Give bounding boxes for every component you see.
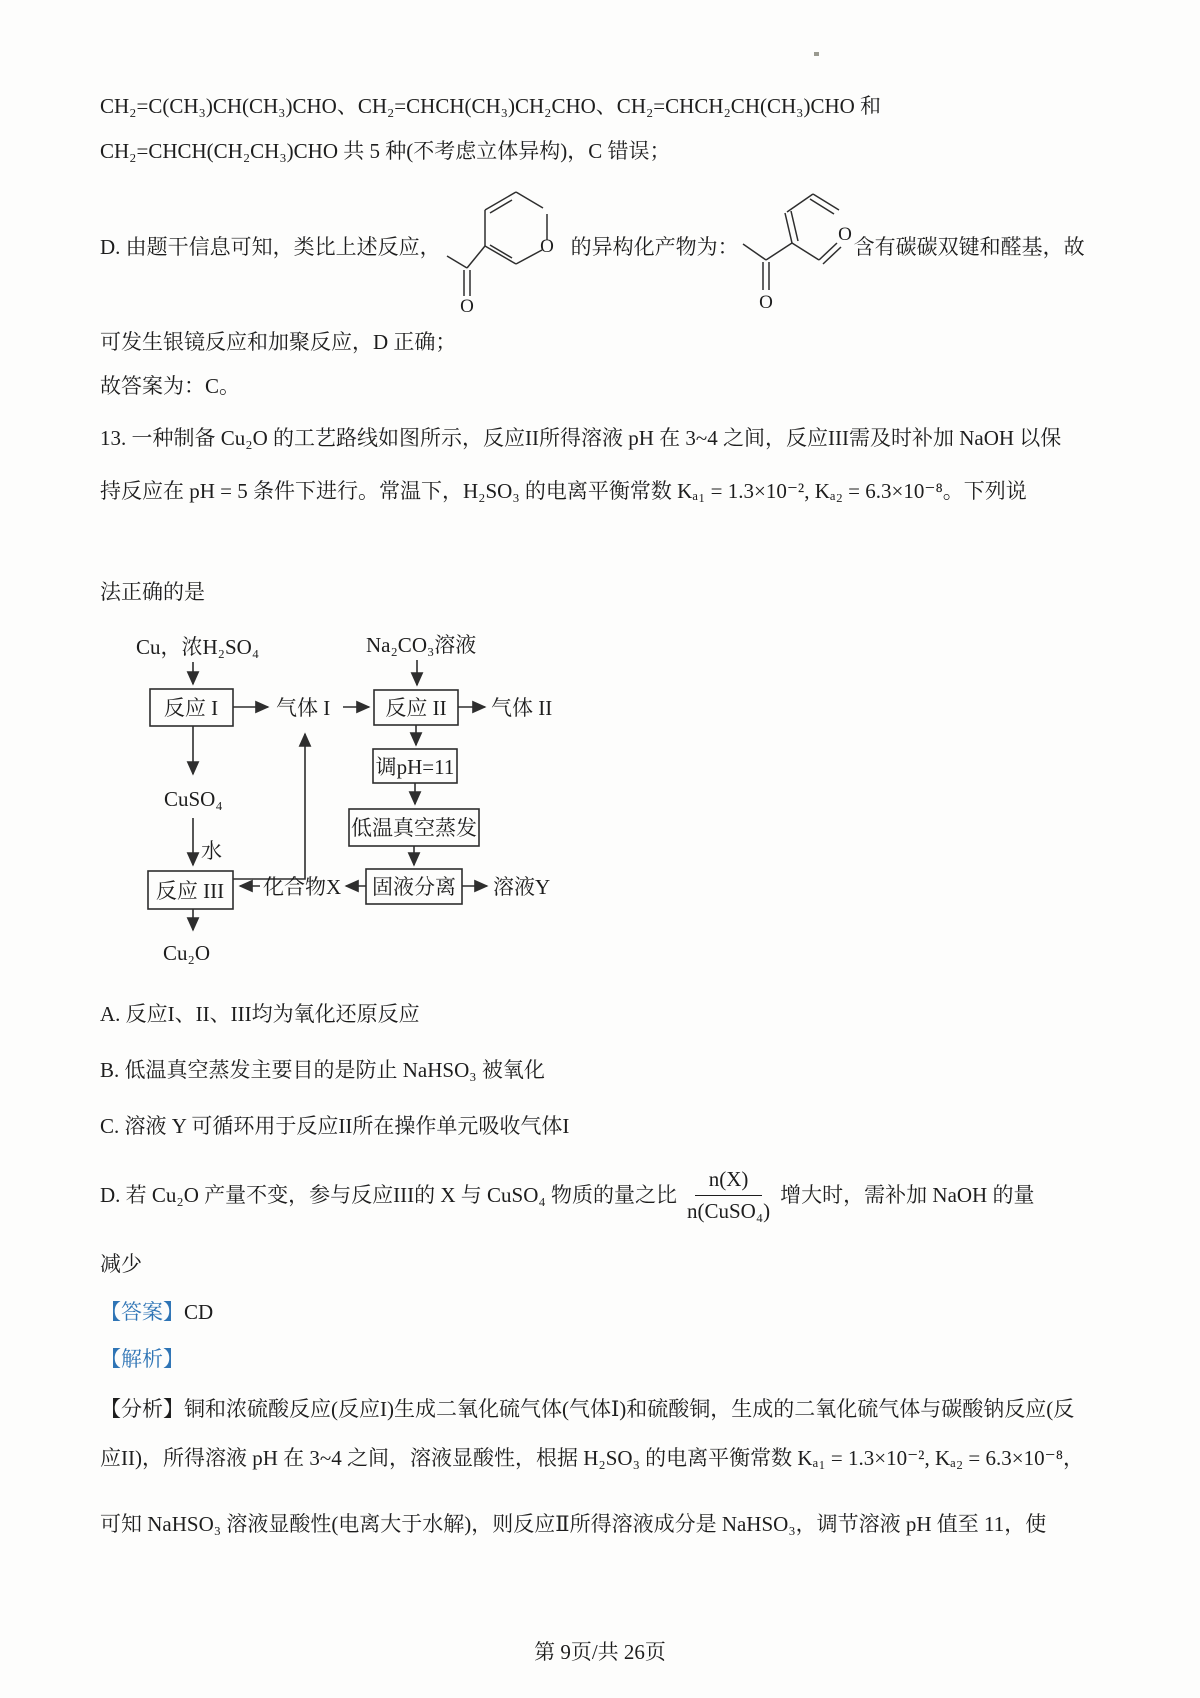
carbonyl-oxygen-label: O — [758, 292, 773, 313]
label-input-cu: Cu，浓H₂SO₄ — [136, 635, 260, 659]
structure-isomer-product — [739, 180, 854, 314]
pyran-ring-bonds — [447, 192, 547, 296]
option-b: B. 低温真空蒸发主要目的是防止 NaHSO₃ 被氧化 — [100, 1058, 545, 1082]
label-compound-x: 化合物X — [263, 875, 342, 899]
fraction-numerator: n(X) — [695, 1166, 763, 1195]
cho-double-1 — [819, 243, 837, 260]
q13-stem-line-1: 13. 一种制备 Cu₂O 的工艺路线如图所示，反应II所得溶液 pH 在 3~4 之间，反应III需及时补加 NaOH 以保 — [100, 426, 1062, 450]
analysis-line-2: 应II)，所得溶液 pH 在 3~4 之间，溶液显酸性，根据 H₂SO₃ 的电离平衡常数 Kₐ₁ = 1.3×10⁻², Kₐ₂ = 6.3×10⁻⁸， — [100, 1446, 1085, 1470]
label-reaction3: 反应 III — [155, 879, 225, 903]
process-flow-diagram — [100, 616, 620, 972]
methyl-bond — [743, 244, 766, 260]
alkene-double-1 — [785, 213, 792, 243]
carbonyl-oxygen-label: O — [459, 296, 474, 314]
label-adjust-ph: 调pH=11 — [375, 755, 455, 779]
ring-oxygen-label: O — [539, 236, 554, 257]
label-reaction2: 反应 II — [385, 696, 447, 720]
label-cuso4: CuSO₄ — [164, 787, 223, 811]
cho-double-2 — [823, 247, 841, 264]
methyl-bond — [447, 256, 467, 268]
mole-ratio-fraction — [687, 1166, 770, 1224]
vinyl-double-1 — [813, 194, 839, 210]
option-d-continued: 减少 — [100, 1252, 142, 1276]
bond — [516, 192, 543, 208]
option-a: A. 反应I、II、III均为氧化还原反应 — [100, 1002, 420, 1026]
label-input-na2co3: Na₂CO₃溶液 — [366, 633, 477, 657]
recycle-line-reaction3-to-gas1 — [233, 734, 305, 879]
formula-line-2: CH₂=CHCH(CH₂CH₃)CHO 共 5 种(不考虑立体异构)，C 错误； — [100, 139, 671, 163]
bond-to-cho — [792, 243, 819, 260]
option-d-text-1: D. 由题干信息可知，类比上述反应， — [100, 234, 441, 259]
option-d-text-before-fraction: D. 若 Cu₂O 产量不变，参与反应III的 X 与 CuSO₄ 物质的量之比 — [100, 1182, 677, 1207]
label-gas1: 气体 I — [276, 696, 331, 720]
bond — [485, 246, 516, 264]
label-separate: 固液分离 — [372, 875, 456, 899]
vinyl-double-2 — [810, 199, 834, 214]
label-solution-y: 溶液Y — [493, 875, 551, 899]
option-d-text-2: 的异构化产物为： — [570, 234, 739, 259]
label-water: 水 — [201, 839, 222, 863]
bond-double-inner — [490, 200, 512, 213]
scan-artifact-dot — [814, 52, 819, 56]
alkene-double-2 — [791, 211, 798, 241]
option-d-explanation-row — [100, 178, 1085, 316]
option-d-row — [100, 1152, 1034, 1238]
label-reaction1: 反应 I — [163, 696, 219, 720]
answer-label: 【答案】 — [100, 1300, 184, 1324]
answer-line — [100, 1298, 213, 1326]
label-gas2: 气体 II — [491, 696, 553, 720]
option-d-text-after-fraction: 增大时，需补加 NaOH 的量 — [780, 1182, 1035, 1207]
label-cu2o: Cu₂O — [163, 941, 210, 965]
analysis-label: 【解析】 — [100, 1347, 184, 1371]
structure-acetyl-pyran — [441, 180, 571, 314]
label-evaporate: 低温真空蒸发 — [351, 816, 477, 840]
aldehyde-oxygen-label: O — [837, 224, 852, 245]
analysis-line-3: 可知 NaHSO₃ 溶液显酸性(电离大于水解)，则反应Ⅱ所得溶液成分是 NaHSO₃，调节溶液 pH 值至 11，使 — [100, 1512, 1047, 1536]
formula-line-1: CH₂=C(CH₃)CH(CH₃)CHO、CH₂=CHCH(CH₃)CH₂CHO、CH₂=CHCH₂CH(CH₃)CHO 和 — [100, 94, 882, 118]
solution-line: 可发生银镜反应和加聚反应，D 正确； — [100, 330, 457, 354]
option-d-text-3: 含有碳碳双键和醛基，故 — [853, 234, 1085, 259]
bond-to-acetyl — [467, 246, 485, 268]
answer-value: CD — [184, 1300, 214, 1324]
page-number-footer: 第 9页/共 26页 — [534, 1640, 666, 1664]
fraction-denominator: n(CuSO₄) — [686, 1198, 771, 1223]
bond — [787, 194, 813, 212]
q13-stem-line-2: 持反应在 pH = 5 条件下进行。常温下，H₂SO₃ 的电离平衡常数 Kₐ₁ = 1.3×10⁻², Kₐ₂ = 6.3×10⁻⁸。下列说 — [100, 479, 1027, 503]
bond — [766, 243, 792, 260]
isomer-bonds — [743, 194, 841, 290]
bond — [516, 250, 542, 264]
q13-stem-line-3: 法正确的是 — [100, 580, 205, 604]
analysis-line-1: 【分析】铜和浓硫酸反应(反应I)生成二氧化硫气体(气体Ⅰ)和硫酸铜，生成的二氧化硫气体与碳酸钠反应(反 — [100, 1397, 1075, 1421]
option-c: C. 溶液 Y 可循环用于反应II所在操作单元吸收气体I — [100, 1114, 570, 1138]
final-answer-line: 故答案为：C。 — [100, 374, 241, 398]
